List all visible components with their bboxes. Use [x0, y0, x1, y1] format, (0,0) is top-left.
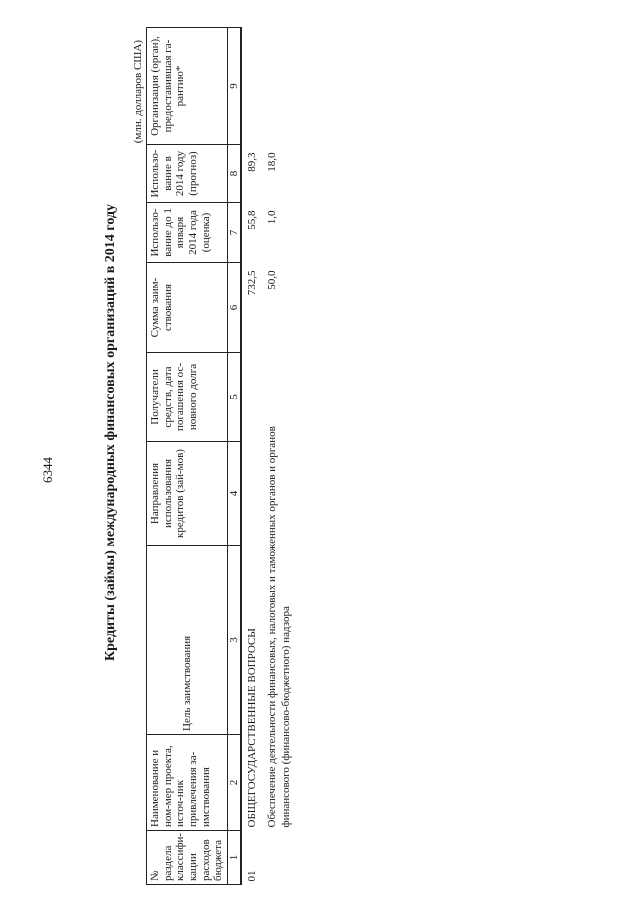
col-num-6: 6 [227, 263, 241, 353]
row-name: ОБЩЕГОСУДАРСТВЕННЫЕ ВОПРОСЫ [246, 628, 259, 828]
row-amount: 732,5 [246, 270, 259, 296]
col-num-5: 5 [227, 353, 241, 442]
row-amount: 50,0 [266, 270, 279, 290]
col-num-8: 8 [227, 145, 241, 203]
col-header-1: № раздела классифи-кации расходов бюджета [147, 831, 228, 885]
units-note: (млн. долларов США) [132, 40, 144, 144]
row-used-2014: 18,0 [266, 152, 279, 172]
col-num-7: 7 [227, 203, 241, 263]
row-used-before: 55,8 [246, 210, 259, 230]
col-num-9: 9 [227, 28, 241, 145]
table-row [262, 28, 296, 885]
col-header-9: Организация (орган), предоставившая га-рантию* [147, 28, 228, 145]
col-header-6: Сумма заим-ствования [147, 263, 228, 353]
row-guarantor [241, 28, 262, 145]
col-header-3: Цель заимствования [147, 546, 228, 735]
header-row [147, 28, 228, 885]
rotated-page [20, 20, 630, 885]
col-header-2: Наименование и ном-мер проекта, источ-ник привлечения за-имствования [147, 735, 228, 831]
col-header-8: Использо-вание в 2014 году (прогноз) [147, 145, 228, 203]
col-header-7: Использо-вание до 1 января 2014 года (оценка) [147, 203, 228, 263]
col-num-3: 3 [227, 546, 241, 735]
col-num-4: 4 [227, 442, 241, 546]
col-header-5: Получатели средств, дата погашения ос-новного долга [147, 353, 228, 442]
row-guarantor [262, 28, 296, 145]
col-num-1: 1 [227, 831, 241, 885]
page-number: 6344 [40, 457, 55, 483]
row-used-2014: 89,3 [246, 152, 259, 172]
credits-table [146, 27, 296, 885]
row-used-before: 1,0 [266, 210, 279, 225]
row-code: 01 [246, 870, 259, 882]
page-title: Кредиты (займы) международных финансовых организаций в 2014 году [103, 204, 118, 662]
table-row [241, 28, 262, 885]
col-header-4: Направления использования кредитов (зай-мов) [147, 442, 228, 546]
row-name: Обеспечение деятельности финансовых, налоговых и таможенных органов и органов финансового (финансово-бюджетного) надзора [266, 426, 292, 828]
col-num-2: 2 [227, 735, 241, 831]
column-number-row [227, 28, 241, 885]
row-code [262, 831, 296, 885]
